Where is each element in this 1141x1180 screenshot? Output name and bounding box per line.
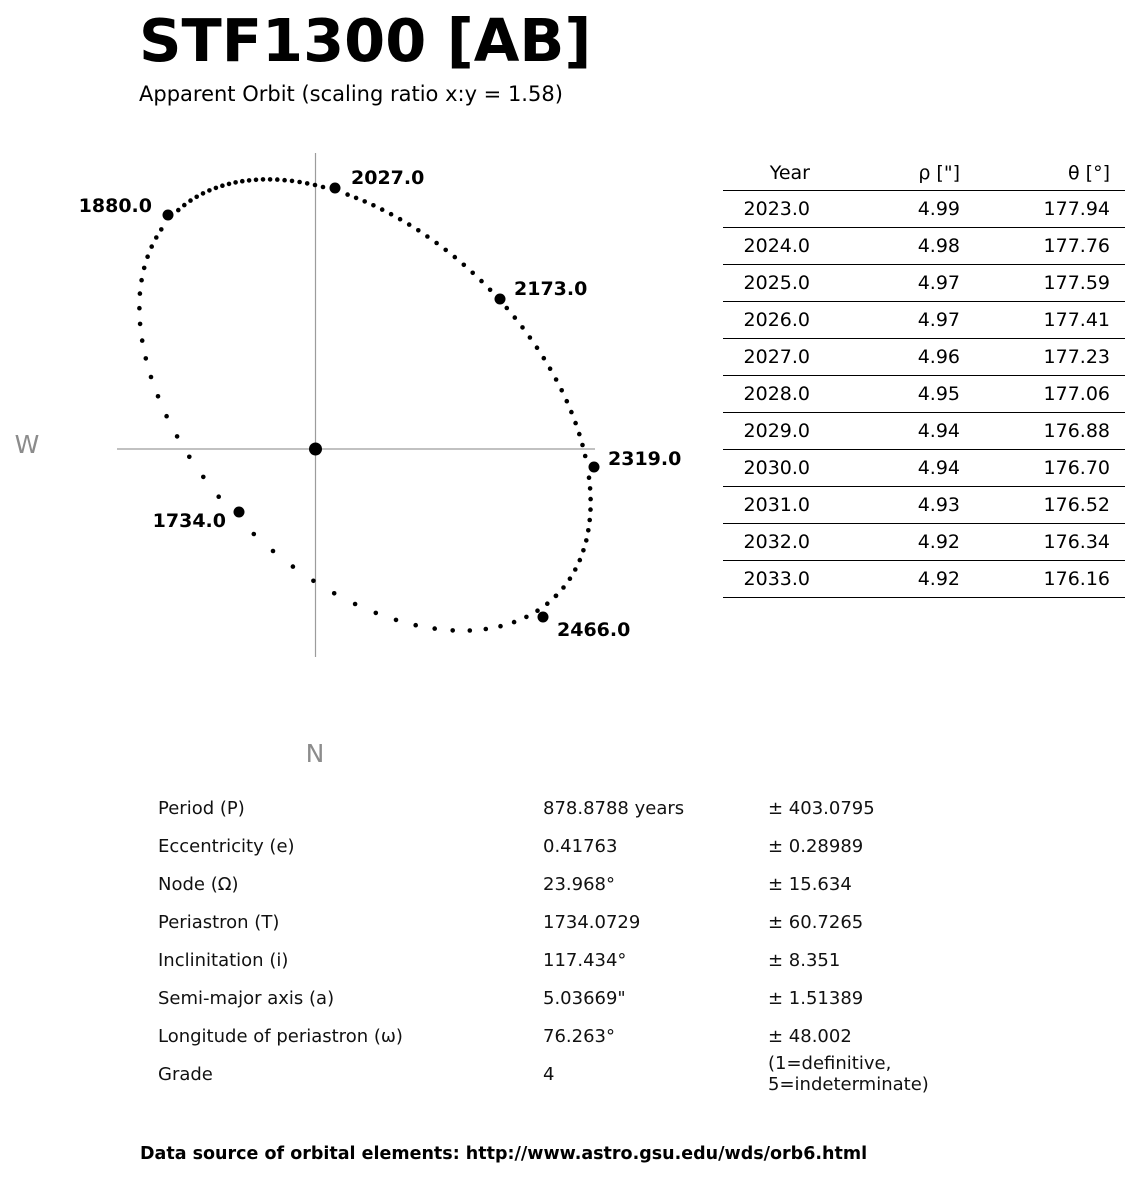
orbit-dot bbox=[488, 288, 493, 293]
ephemeris-cell: 4.93 bbox=[820, 486, 970, 523]
ephemeris-cell: 2025.0 bbox=[723, 264, 820, 301]
ephemeris-column-header: Year bbox=[723, 156, 820, 190]
orbital-element-row bbox=[158, 827, 1018, 865]
orbit-dot bbox=[580, 443, 585, 448]
orbit-dot bbox=[201, 475, 206, 480]
ephemeris-row bbox=[723, 486, 1125, 523]
orbit-dot bbox=[271, 549, 276, 554]
orbit-dot bbox=[216, 494, 221, 499]
compass-north-label: N bbox=[305, 739, 325, 768]
ephemeris-cell: 4.94 bbox=[820, 412, 970, 449]
orbit-dot bbox=[565, 399, 570, 404]
orbit-dot bbox=[345, 192, 350, 197]
orbit-dot bbox=[588, 497, 593, 502]
orbital-element-value: 117.434° bbox=[543, 949, 627, 971]
ephemeris-cell: 176.88 bbox=[970, 412, 1125, 449]
orbit-dot bbox=[252, 532, 257, 537]
orbit-dot bbox=[568, 576, 573, 581]
orbit-dot bbox=[573, 567, 578, 572]
orbit-dot bbox=[188, 198, 193, 203]
compass-west-label: W bbox=[14, 430, 40, 459]
orbit-dot bbox=[144, 356, 149, 361]
orbital-element-value: 76.263° bbox=[543, 1025, 615, 1047]
orbit-dot bbox=[450, 628, 455, 633]
orbit-dot bbox=[138, 291, 143, 296]
ephemeris-column-header: ρ ["] bbox=[820, 156, 970, 190]
orbital-element-value: 5.03669" bbox=[543, 987, 626, 1009]
page-title: STF1300 [AB] bbox=[139, 6, 592, 75]
orbit-dot bbox=[138, 322, 143, 327]
epoch-label: 2173.0 bbox=[514, 278, 588, 300]
orbit-dot bbox=[586, 528, 591, 533]
ephemeris-cell: 2031.0 bbox=[723, 486, 820, 523]
epoch-dot bbox=[163, 210, 174, 221]
orbit-dot bbox=[535, 345, 540, 350]
ephemeris-cell: 4.92 bbox=[820, 560, 970, 597]
orbit-dot bbox=[581, 548, 586, 553]
ephemeris-row bbox=[723, 338, 1125, 375]
orbit-dot bbox=[268, 177, 273, 182]
orbit-dot bbox=[194, 195, 199, 200]
orbit-dot bbox=[140, 338, 145, 343]
orbital-element-label: Period (P) bbox=[158, 797, 245, 819]
orbital-element-row bbox=[158, 1017, 1018, 1055]
epoch-dot bbox=[495, 294, 506, 305]
orbit-dot bbox=[142, 266, 147, 271]
orbit-dot bbox=[389, 212, 394, 217]
orbit-dot bbox=[240, 179, 245, 184]
ephemeris-cell: 4.97 bbox=[820, 264, 970, 301]
orbit-dot bbox=[254, 178, 259, 183]
orbit-dot bbox=[233, 180, 238, 185]
orbit-dot bbox=[470, 271, 475, 276]
orbit-dot bbox=[139, 278, 144, 283]
orbit-dot bbox=[261, 177, 266, 182]
orbital-element-error: ± 60.7265 bbox=[768, 911, 864, 933]
orbit-dot bbox=[587, 518, 592, 523]
orbit-dot bbox=[297, 180, 302, 185]
orbit-dot bbox=[559, 388, 564, 393]
orbit-dot bbox=[394, 618, 399, 623]
data-source-footer: Data source of orbital elements: http://www.astro.gsu.edu/wds/orb6.html bbox=[140, 1144, 868, 1164]
orbital-element-label: Periastron (T) bbox=[158, 911, 280, 933]
ephemeris-cell: 4.96 bbox=[820, 338, 970, 375]
ephemeris-column-header: θ [°] bbox=[970, 156, 1125, 190]
orbital-element-label: Semi-major axis (a) bbox=[158, 987, 335, 1009]
epoch-label: 2319.0 bbox=[608, 448, 682, 470]
orbital-element-error: ± 0.28989 bbox=[768, 835, 864, 857]
ephemeris-cell: 4.98 bbox=[820, 227, 970, 264]
orbit-dot bbox=[588, 486, 593, 491]
orbit-dot bbox=[407, 222, 412, 227]
orbital-element-error: ± 403.0795 bbox=[768, 797, 875, 819]
orbit-dot bbox=[313, 183, 318, 188]
orbit-dot bbox=[275, 177, 280, 182]
orbital-element-label: Grade bbox=[158, 1063, 213, 1085]
epoch-label: 1880.0 bbox=[78, 195, 152, 217]
epoch-dot bbox=[234, 507, 245, 518]
orbit-dot bbox=[542, 356, 547, 361]
orbital-element-value: 1734.0729 bbox=[543, 911, 641, 933]
orbital-element-error: (1=definitive, 5=indeterminate) bbox=[768, 1053, 929, 1095]
orbit-dot bbox=[462, 263, 467, 268]
ephemeris-cell: 2023.0 bbox=[723, 190, 820, 227]
orbit-dot bbox=[505, 306, 510, 311]
orbit-dot bbox=[353, 602, 358, 607]
orbit-dot bbox=[311, 579, 316, 584]
ephemeris-cell: 4.94 bbox=[820, 449, 970, 486]
ephemeris-header-row bbox=[723, 156, 1125, 190]
orbital-element-label: Eccentricity (e) bbox=[158, 835, 295, 857]
epoch-label: 2027.0 bbox=[351, 167, 425, 189]
orbit-dot bbox=[453, 255, 458, 260]
orbital-element-row bbox=[158, 903, 1018, 941]
orbit-dot bbox=[554, 594, 559, 599]
orbit-dot bbox=[573, 421, 578, 426]
ephemeris-cell: 2024.0 bbox=[723, 227, 820, 264]
ephemeris-cell: 176.52 bbox=[970, 486, 1125, 523]
orbit-dot bbox=[520, 325, 525, 330]
ephemeris-cell: 177.23 bbox=[970, 338, 1125, 375]
orbit-dot bbox=[432, 626, 437, 631]
ephemeris-cell: 176.34 bbox=[970, 523, 1125, 560]
orbit-dot bbox=[291, 564, 296, 569]
orbit-dot bbox=[513, 315, 518, 320]
orbit-dot bbox=[443, 248, 448, 253]
epoch-dot bbox=[330, 183, 341, 194]
ephemeris-table bbox=[723, 156, 1125, 598]
ephemeris-cell: 177.06 bbox=[970, 375, 1125, 412]
ephemeris-cell: 2033.0 bbox=[723, 560, 820, 597]
orbit-dot bbox=[434, 241, 439, 246]
orbital-element-row bbox=[158, 865, 1018, 903]
orbit-dot bbox=[380, 207, 385, 212]
orbit-dot bbox=[374, 611, 379, 616]
orbit-dot bbox=[282, 178, 287, 183]
ephemeris-cell: 4.95 bbox=[820, 375, 970, 412]
ephemeris-cell: 176.16 bbox=[970, 560, 1125, 597]
orbit-dot bbox=[164, 414, 169, 419]
orbit-dot bbox=[479, 279, 484, 284]
orbital-element-error: ± 1.51389 bbox=[768, 987, 864, 1009]
ephemeris-cell: 177.76 bbox=[970, 227, 1125, 264]
orbit-dot bbox=[362, 199, 367, 204]
orbit-dot bbox=[176, 208, 181, 213]
ephemeris-row bbox=[723, 190, 1125, 227]
orbital-element-error: ± 8.351 bbox=[768, 949, 841, 971]
orbit-dot bbox=[182, 203, 187, 208]
orbit-dot bbox=[578, 558, 583, 563]
orbital-element-row bbox=[158, 979, 1018, 1017]
epoch-dot bbox=[589, 462, 600, 473]
orbit-dot bbox=[207, 188, 212, 193]
orbit-dot bbox=[569, 410, 574, 415]
orbit-dot bbox=[468, 628, 473, 633]
ephemeris-cell: 2029.0 bbox=[723, 412, 820, 449]
orbit-dot bbox=[175, 434, 180, 439]
ephemeris-row bbox=[723, 560, 1125, 597]
orbit-dot bbox=[187, 455, 192, 460]
orbit-dot bbox=[149, 375, 154, 380]
orbit-dot bbox=[145, 254, 150, 259]
orbit-dot bbox=[577, 432, 582, 437]
orbital-element-row bbox=[158, 789, 1018, 827]
ephemeris-row bbox=[723, 227, 1125, 264]
orbit-dot bbox=[332, 591, 337, 596]
epoch-label: 2466.0 bbox=[557, 619, 631, 641]
orbit-dot bbox=[587, 475, 592, 480]
orbit-dot bbox=[561, 585, 566, 590]
orbit-dot bbox=[227, 182, 232, 187]
ephemeris-cell: 177.59 bbox=[970, 264, 1125, 301]
orbital-element-value: 0.41763 bbox=[543, 835, 618, 857]
ephemeris-row bbox=[723, 264, 1125, 301]
orbital-element-row bbox=[158, 1055, 1018, 1093]
orbital-element-error: ± 15.634 bbox=[768, 873, 852, 895]
orbit-dot bbox=[512, 620, 517, 625]
ephemeris-cell: 2030.0 bbox=[723, 449, 820, 486]
orbit-dot bbox=[321, 185, 326, 190]
ephemeris-row bbox=[723, 375, 1125, 412]
orbital-element-value: 878.8788 years bbox=[543, 797, 685, 819]
ephemeris-cell: 2026.0 bbox=[723, 301, 820, 338]
orbital-element-label: Longitude of periastron (ω) bbox=[158, 1025, 403, 1047]
orbit-dot bbox=[498, 624, 503, 629]
ephemeris-row bbox=[723, 449, 1125, 486]
ephemeris-cell: 2032.0 bbox=[723, 523, 820, 560]
epoch-dot bbox=[538, 612, 549, 623]
orbit-dot bbox=[137, 306, 142, 311]
orbit-dot bbox=[484, 627, 489, 632]
orbital-element-label: Inclinitation (i) bbox=[158, 949, 289, 971]
ephemeris-cell: 4.92 bbox=[820, 523, 970, 560]
page-subtitle: Apparent Orbit (scaling ratio x:y = 1.58) bbox=[139, 82, 563, 106]
orbit-dot bbox=[247, 178, 252, 183]
orbit-dot bbox=[159, 227, 164, 232]
primary-star-dot bbox=[309, 443, 322, 456]
ephemeris-cell: 4.99 bbox=[820, 190, 970, 227]
ephemeris-row bbox=[723, 523, 1125, 560]
orbit-dot bbox=[588, 507, 593, 512]
orbit-dot bbox=[545, 601, 550, 606]
orbit-dot bbox=[416, 228, 421, 233]
ephemeris-cell: 177.94 bbox=[970, 190, 1125, 227]
orbit-dot bbox=[214, 186, 219, 191]
orbit-dot bbox=[535, 608, 540, 613]
orbital-elements-list bbox=[158, 789, 1018, 1093]
orbit-dot bbox=[354, 196, 359, 201]
orbit-dot bbox=[156, 394, 161, 399]
orbit-dot bbox=[149, 244, 154, 249]
ephemeris-cell: 176.70 bbox=[970, 449, 1125, 486]
ephemeris-row bbox=[723, 412, 1125, 449]
ephemeris-cell: 177.41 bbox=[970, 301, 1125, 338]
orbit-dot bbox=[548, 366, 553, 371]
orbit-dot bbox=[154, 235, 159, 240]
orbital-element-row bbox=[158, 941, 1018, 979]
orbit-dot bbox=[371, 203, 376, 208]
orbit-dot bbox=[413, 623, 418, 628]
ephemeris-cell: 2027.0 bbox=[723, 338, 820, 375]
orbit-dot bbox=[584, 538, 589, 543]
orbit-dot bbox=[220, 183, 225, 188]
orbit-dot bbox=[398, 217, 403, 222]
ephemeris-row bbox=[723, 301, 1125, 338]
ephemeris-cell: 4.97 bbox=[820, 301, 970, 338]
orbit-dot bbox=[524, 615, 529, 620]
orbit-dot bbox=[528, 335, 533, 340]
orbital-element-label: Node (Ω) bbox=[158, 873, 239, 895]
orbital-element-value: 4 bbox=[543, 1063, 555, 1085]
orbit-dot bbox=[290, 179, 295, 184]
ephemeris-cell: 2028.0 bbox=[723, 375, 820, 412]
epoch-label: 1734.0 bbox=[152, 510, 226, 532]
orbit-dot bbox=[583, 454, 588, 459]
orbit-dot bbox=[305, 181, 310, 186]
orbit-dot bbox=[554, 377, 559, 382]
orbital-element-error: ± 48.002 bbox=[768, 1025, 852, 1047]
orbit-dot bbox=[425, 234, 430, 239]
orbital-element-value: 23.968° bbox=[543, 873, 615, 895]
orbit-dot bbox=[201, 191, 206, 196]
